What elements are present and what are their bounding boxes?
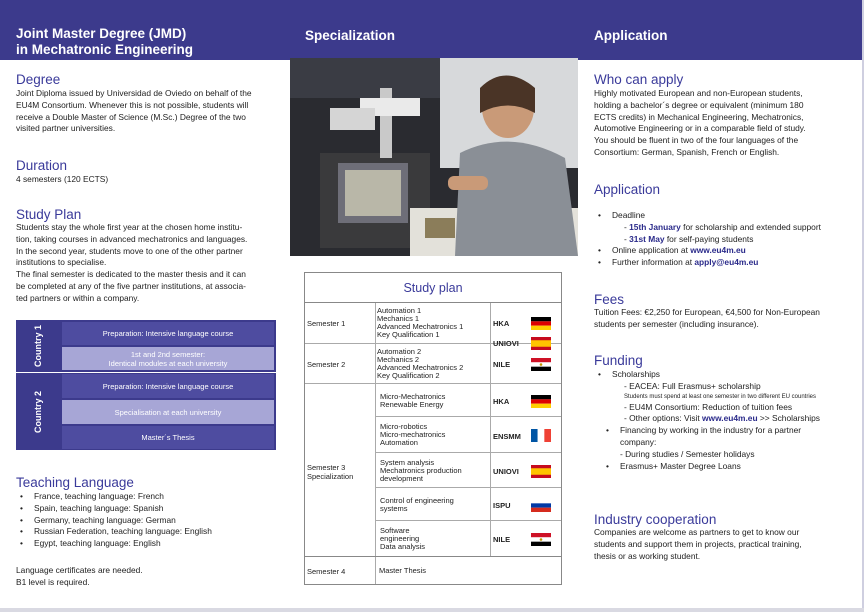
application-list	[594, 210, 856, 269]
module-item: Automation 1	[377, 306, 422, 315]
study-plan-line: institutions to specialise.	[16, 257, 107, 268]
further-prefix: Further information at	[612, 257, 695, 268]
funding-eacea: - EACEA: Full Erasmus+ scholarship	[624, 380, 761, 391]
study-plan-line: The final semester is dedicated to the master thesis and it can	[16, 269, 246, 280]
study-plan-line: Students stay the whole first year at the chosen home institu-	[16, 222, 243, 232]
fees-heading: Fees	[594, 292, 625, 307]
semester-label: Semester 2	[307, 360, 346, 369]
module-item: systems	[380, 504, 408, 513]
study-plan-text	[16, 222, 278, 305]
specialization-title: Specialization	[305, 28, 396, 43]
university-code: ENSMM	[493, 432, 521, 441]
module-item: Micro-mechatronics	[380, 430, 446, 439]
column-jmd	[0, 0, 288, 612]
working-line2: company:	[620, 436, 657, 447]
who-line: Highly motivated European and non-European students,	[594, 88, 803, 98]
list-item: • Russian Federation, teaching language: English	[16, 526, 278, 538]
module-list	[380, 423, 445, 447]
language-note	[16, 565, 143, 589]
industry-line: Companies are welcome as partners to get to know our	[594, 527, 800, 537]
funding-other-prefix: - Other options: Visit	[624, 413, 703, 424]
module-item: Control of engineering	[380, 496, 454, 505]
deadline-text: for self-paying students	[664, 233, 754, 244]
industry-heading: Industry cooperation	[594, 512, 717, 527]
country1-preparation	[62, 322, 274, 345]
funding-other-suffix: >> Scholarships	[757, 413, 820, 424]
funding-consortium: - EU4M Consortium: Reduction of tuition fees	[624, 401, 793, 412]
working-item: • Financing by working in the industry for a partner	[606, 425, 802, 436]
module-item: System analysis	[380, 458, 435, 467]
country2-specialisation	[62, 400, 274, 424]
semester3-label	[307, 463, 353, 481]
table-row	[376, 454, 561, 488]
who-can-apply-heading: Who can apply	[594, 72, 684, 87]
list-item: • Germany, teaching language: German	[16, 515, 278, 527]
who-line: ECTS credits) in Mechanical Engineering, Mechatronics,	[594, 111, 804, 122]
working-sub: - During studies / Semester holidays	[620, 448, 755, 459]
list-item: • France, teaching language: French	[16, 491, 278, 503]
country2-thesis-text: Master´s Thesis	[141, 433, 195, 442]
country2-label: Country 2	[33, 390, 43, 433]
online-application-link[interactable]: www.eu4m.eu	[690, 245, 746, 256]
who-line: Consortium: German, Spanish, French or English.	[594, 146, 780, 157]
degree-heading: Degree	[16, 72, 61, 87]
module-item: Mechanics 2	[377, 355, 420, 364]
industry-line: students and support them in projects, practical training,	[594, 538, 802, 549]
france-flag-icon	[531, 429, 551, 442]
scholarships-link[interactable]: www.eu4m.eu	[702, 413, 758, 424]
jmd-title-line1: Joint Master Degree (JMD)	[16, 26, 187, 41]
deadline-date: 15th January	[629, 221, 681, 232]
funding-note: Students must spend at least one semester in two different EU countries	[624, 393, 816, 400]
duration-text: 4 semesters (120 ECTS)	[16, 174, 109, 184]
application-title: Application	[594, 28, 668, 43]
degree-line: Joint Diploma issued by Universidad de Oviedo on behalf of the	[16, 88, 252, 98]
country1-semesters-line2: Identical modules at each university	[108, 358, 228, 368]
jmd-title-line2: in Mechatronic Engineering	[16, 42, 194, 57]
university-code: UNIOVI	[493, 339, 519, 348]
module-item: Automation 2	[377, 347, 422, 356]
working-line1: Financing by working in the industry for a partner	[620, 425, 802, 436]
egypt-flag-icon	[531, 533, 551, 546]
module-item: development	[380, 474, 423, 483]
country2-box	[16, 373, 276, 450]
university-code: NILE	[493, 535, 511, 544]
module-item: Micro-robotics	[380, 422, 428, 431]
module-item: Automation	[380, 438, 418, 447]
country2-preparation-text: Preparation: Intensive language course	[102, 381, 234, 391]
fees-line: Tuition Fees: €2,250 for European, €4,500 for Non-European	[594, 307, 820, 317]
scholarships-label: Scholarships	[612, 369, 660, 379]
deadline-scholarship: - 15th January for scholarship and extended support	[624, 221, 821, 232]
industry-line: thesis or as working student.	[594, 550, 701, 561]
table-row	[305, 303, 561, 343]
jmd-title	[16, 26, 193, 58]
university-code: HKA	[493, 397, 510, 406]
fees-text	[594, 307, 856, 331]
list-item: • Egypt, teaching language: English	[16, 538, 278, 550]
study-plan-table-title: Study plan	[305, 273, 561, 303]
column-specialization	[288, 0, 578, 612]
deadline-text: for scholarship and extended support	[680, 221, 821, 232]
study-plan-line: In the second year, students move to one of the other partner	[16, 245, 243, 256]
country1-label: Country 1	[33, 324, 43, 368]
degree-line: EU4M Consortium. Whenever this is not possible, students will	[16, 99, 249, 110]
university-code: ISPU	[493, 501, 511, 510]
table-row	[305, 344, 561, 384]
table-row-divider	[305, 556, 561, 557]
study-plan-table	[304, 272, 562, 585]
lab-photo	[290, 58, 578, 256]
who-line: Automotive Engineering or in a comparable field of study.	[594, 123, 806, 134]
lab-photo-illustration	[290, 58, 578, 256]
module-item: Advanced Mechatronics 2	[377, 363, 464, 372]
loans-item: • Erasmus+ Master Degree Loans	[606, 460, 741, 471]
study-plan-heading: Study Plan	[16, 207, 82, 222]
module-item: Key Qualification 1	[377, 330, 440, 339]
germany-flag-icon	[531, 317, 551, 330]
degree-line: receive a Double Master of Science (M.Sc.) Degree of the two	[16, 111, 246, 122]
module-list	[380, 497, 454, 513]
scholarships-item: • Scholarships	[598, 369, 660, 379]
who-line: holding a bachelor´s degree or equivalent (minimum 180	[594, 99, 804, 110]
online-prefix: Online application at	[612, 245, 691, 256]
module-item: Mechanics 1	[377, 314, 420, 323]
application-heading: Application	[594, 182, 661, 197]
module-item: Key Qualification 2	[377, 371, 440, 380]
module-item: Advanced Mechatronics 1	[377, 322, 464, 331]
module-list	[380, 527, 425, 551]
module-item: Micro-Mechatronics	[380, 392, 446, 401]
module-item: Renewable Energy	[380, 400, 444, 409]
semester-label: Semester 4	[307, 567, 346, 576]
funding-other	[594, 413, 856, 425]
language-note-line1: Language certificates are needed.	[16, 565, 143, 575]
country1-semesters-line1: 1st and 2nd semester:	[130, 349, 206, 359]
table-row	[376, 489, 561, 521]
country1-preparation-text: Preparation: Intensive language course	[102, 329, 234, 338]
funding-heading: Funding	[594, 353, 643, 368]
loans-label: Erasmus+ Master Degree Loans	[620, 460, 741, 471]
egypt-flag-icon	[531, 358, 551, 371]
degree-text	[16, 88, 278, 135]
column-application	[578, 0, 864, 612]
university-code: NILE	[493, 360, 511, 369]
country2-specialisation-text: Specialisation at each university	[114, 407, 222, 417]
industry-text	[594, 527, 856, 562]
teaching-language-list	[16, 491, 278, 550]
fees-line: students per semester (including insurance).	[594, 318, 759, 329]
deadline-date: 31st May	[629, 233, 665, 244]
country1-semesters	[62, 347, 274, 370]
funding-list	[594, 369, 856, 472]
country2-thesis	[62, 426, 274, 449]
germany-flag-icon	[531, 395, 551, 408]
semester-sublabel: Specialization	[307, 472, 354, 481]
semester-label: Semester 1	[307, 319, 346, 328]
module-item: Software	[380, 526, 410, 535]
teaching-language-heading: Teaching Language	[16, 475, 134, 490]
module-list	[380, 393, 445, 409]
table-row	[376, 418, 561, 453]
duration-heading: Duration	[16, 158, 68, 173]
module-list	[380, 459, 462, 483]
spain-flag-icon	[531, 465, 551, 478]
study-plan-line: be completed at any of the five partner institutions, at associa-	[16, 280, 246, 291]
who-can-apply-text	[594, 88, 856, 159]
semester-label: Semester 3	[307, 463, 346, 472]
language-note-line2: B1 level is required.	[16, 576, 90, 587]
table-row	[376, 385, 561, 417]
degree-line: visited partner universities.	[16, 123, 116, 134]
module-item: engineering	[380, 534, 420, 543]
list-item: • Spain, teaching language: Spanish	[16, 503, 278, 515]
module-item: Master Thesis	[379, 566, 426, 575]
apply-email-link[interactable]: apply@eu4m.eu	[694, 257, 759, 268]
who-line: You should be fluent in two of the four languages of the	[594, 135, 799, 146]
deadline-self-paying: - 31st May for self-paying students	[624, 233, 754, 244]
module-list	[377, 348, 463, 380]
country1-box	[16, 320, 276, 372]
module-item: Mechatronics production	[380, 466, 462, 475]
module-list	[377, 307, 463, 339]
module-item: Data analysis	[380, 542, 426, 551]
russia-flag-icon	[531, 499, 551, 512]
online-application	[594, 245, 856, 257]
study-plan-line: tion, taking courses in advanced mechatronics and languages.	[16, 233, 248, 244]
deadline-label: • Deadline	[594, 210, 856, 222]
country2-preparation	[62, 374, 274, 398]
university-code: UNIOVI	[493, 467, 519, 476]
table-row	[376, 522, 561, 556]
university-code: HKA	[493, 319, 510, 328]
further-information	[594, 257, 856, 269]
study-plan-line: ted partners or within a company.	[16, 292, 140, 303]
